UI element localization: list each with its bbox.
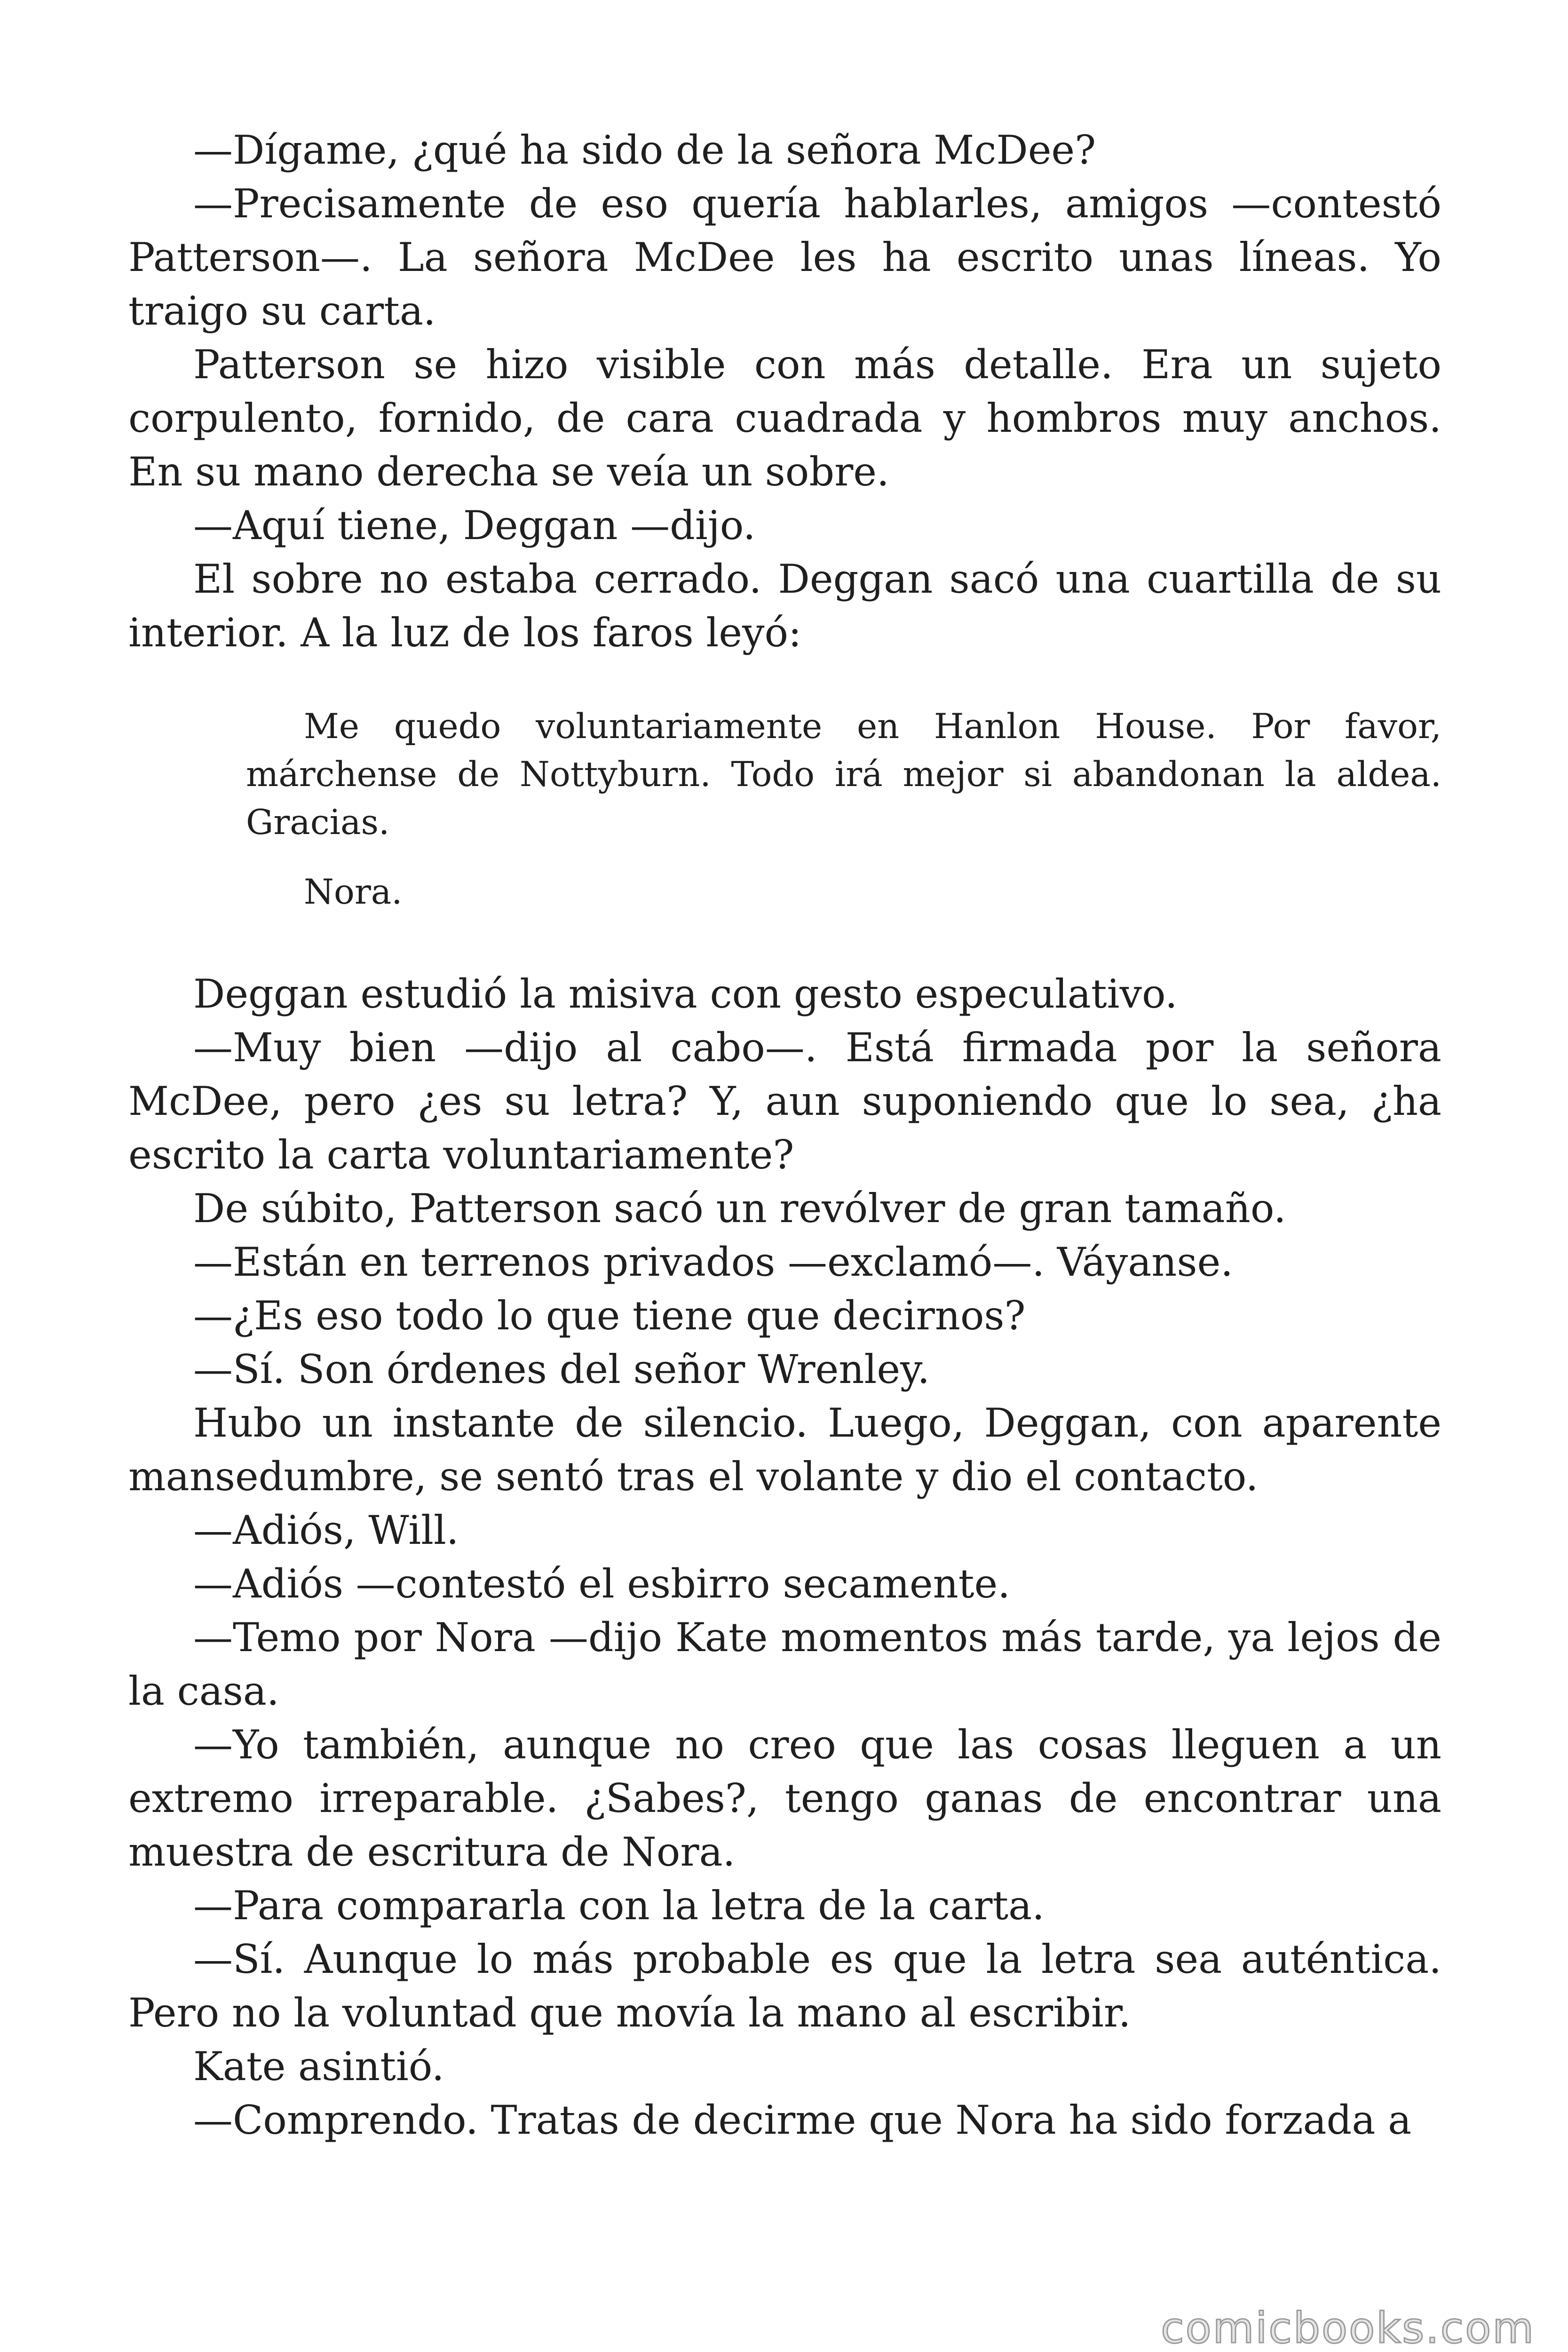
paragraph: De súbito, Patterson sacó un revólver de gran tamaño. <box>193 1185 1286 1232</box>
paragraph: Kate asintió. <box>193 2043 444 2090</box>
book-page <box>128 123 1441 2147</box>
paragraph-last: —Comprendo. Tratas de decirme que Nora ha sido forzada a <box>193 2097 1412 2143</box>
watermark-logo: comicbooks.com <box>1161 2304 1535 2352</box>
paragraph: —¿Es eso todo lo que tiene que decirnos? <box>193 1293 1026 1339</box>
paragraph: Patterson se hizo visible con más detalle. Era un sujeto corpulento, fornido, de cara cuadrada y hombros muy anchos. En su mano derecha se veía un sobre. <box>128 342 1441 495</box>
paragraph: —Están en terrenos privados —exclamó—. Váyanse. <box>193 1239 1233 1285</box>
paragraph: —Sí. Aunque lo más probable es que la letra sea auténtica. Pero no la voluntad que movía la mano al escribir. <box>128 1936 1441 2036</box>
paragraph: El sobre no estaba cerrado. Deggan sacó una cuartilla de su interior. A la luz de los faros leyó: <box>128 556 1441 656</box>
paragraph: Hubo un instante de silencio. Luego, Deggan, con aparente mansedumbre, se sentó tras el volante y dio el contacto. <box>128 1400 1441 1500</box>
paragraph: —Dígame, ¿qué ha sido de la señora McDee? <box>193 127 1096 173</box>
paragraph: —Para compararla con la letra de la carta. <box>193 1883 1045 1929</box>
paragraph: —Aquí tiene, Deggan —dijo. <box>193 502 756 548</box>
paragraph: Deggan estudió la misiva con gesto especulativo. <box>193 971 1178 1017</box>
paragraph: —Precisamente de eso quería hablarles, amigos —contestó Patterson—. La señora McDee les ha escrito unas líneas. Yo traigo su carta. <box>128 181 1441 334</box>
paragraph: —Sí. Son órdenes del señor Wrenley. <box>193 1346 930 1392</box>
letter-body: Me quedo voluntariamente en Hanlon House. Por favor, márchense de Nottyburn. Todo irá mejor si abandonan la aldea. Gracias. <box>246 707 1441 842</box>
letter-quote <box>246 703 1441 916</box>
letter-signature: Nora. <box>304 872 403 912</box>
paragraph: —Yo también, aunque no creo que las cosas lleguen a un extremo irreparable. ¿Sabes?, tengo ganas de encontrar una muestra de escritura de Nora. <box>128 1722 1441 1875</box>
paragraph: —Temo por Nora —dijo Kate momentos más tarde, ya lejos de la casa. <box>128 1614 1441 1714</box>
paragraph: —Adiós, Will. <box>193 1507 459 1553</box>
paragraph: —Muy bien —dijo al cabo—. Está firmada por la señora McDee, pero ¿es su letra? Y, aun suponiendo que lo sea, ¿ha escrito la carta voluntariamente? <box>128 1025 1441 1178</box>
paragraph: —Adiós —contestó el esbirro secamente. <box>193 1561 1010 1607</box>
